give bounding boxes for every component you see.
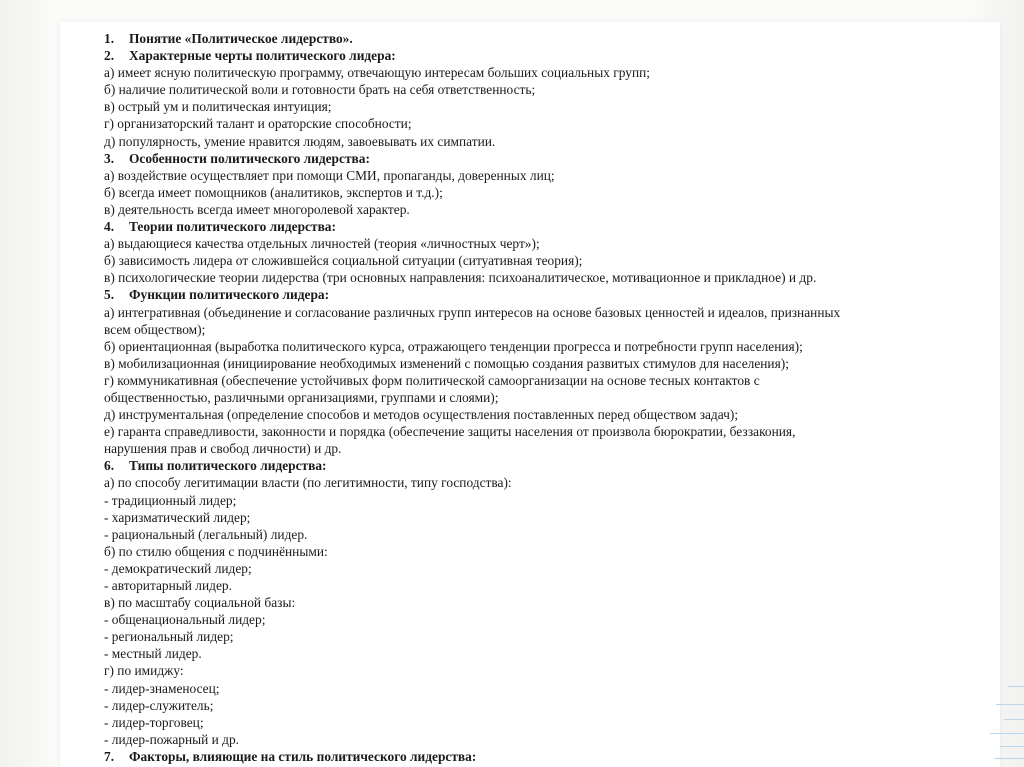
section-number: 6. (104, 458, 115, 474)
section-heading (104, 150, 984, 167)
list-item-line: - общенациональный лидер; (104, 612, 266, 628)
section-number: 7. (104, 748, 115, 764)
section-title: Факторы, влияющие на стиль политического лидерства: (129, 748, 477, 764)
list-item-line: нарушения прав и свобод личности) и др. (104, 441, 342, 457)
section-title: Функции политического лидера: (129, 287, 330, 303)
section-heading (104, 218, 984, 235)
list-item-line: д) инструментальная (определение способов и методов осуществления поставленных перед обществом задач); (104, 407, 739, 423)
list-item-line: в) острый ум и политическая интуиция; (104, 99, 332, 115)
section-number: 1. (104, 31, 115, 46)
section-title: Характерные черты политического лидера: (129, 48, 396, 64)
section-heading (104, 30, 984, 47)
list-item-line: а) имеет ясную политическую программу, отвечающую интересам больших социальных групп; (104, 65, 651, 81)
document-content (104, 30, 984, 765)
list-item-line: в) по масштабу социальной базы: (104, 595, 296, 611)
corner-decoration (984, 657, 1024, 767)
list-item-line: в) мобилизационная (инициирование необходимых изменений с помощью создания развитых стимулов для населения); (104, 355, 789, 371)
list-item-line: - авторитарный лидер. (104, 578, 232, 593)
list-item-line: - харизматический лидер; (104, 509, 251, 525)
list-item-line: а) по способу легитимации власти (по легитимности, типу господства): (104, 475, 512, 491)
list-item-line: а) воздействие осуществляет при помощи СМИ, пропаганды, доверенных лиц; (104, 167, 555, 183)
list-item-line: а) выдающиеся качества отдельных личностей (теория «личностных черт»); (104, 236, 540, 252)
section-heading (104, 286, 984, 303)
list-item-line: в) психологические теории лидерства (три основных направления: психоаналитическое, мотивационное и прикладное) и др. (104, 270, 817, 286)
section-heading (104, 47, 984, 64)
section-title: Типы политического лидерства: (129, 458, 327, 474)
list-item-line: г) по имиджу: (104, 663, 184, 679)
list-item-line: б) зависимость лидера от сложившейся социальной ситуации (ситуативная теория); (104, 253, 583, 269)
section-number: 3. (104, 150, 115, 166)
list-item-line: - лидер-знаменосец; (104, 680, 220, 696)
list-item-line: общественностью, различными организациями, группами и слоями); (104, 389, 499, 405)
list-item-line: - демократический лидер; (104, 560, 252, 576)
section-heading (104, 748, 984, 765)
list-item-line: всем обществом); (104, 321, 206, 337)
list-item-line: б) всегда имеет помощников (аналитиков, экспертов и т.д.); (104, 184, 443, 200)
list-item-line: - традиционный лидер; (104, 492, 237, 508)
section-title: Особенности политического лидерства: (129, 150, 370, 166)
list-item-line: - региональный лидер; (104, 629, 234, 645)
list-item-line: г) организаторский талант и ораторские способности; (104, 116, 412, 132)
list-item-line: д) популярность, умение нравится людям, завоевывать их симпатии. (104, 133, 496, 149)
list-item-line: - лидер-служитель; (104, 697, 214, 713)
list-item-line: б) по стилю общения с подчинёнными: (104, 543, 328, 559)
section-title: Теории политического лидерства: (129, 219, 336, 235)
list-item-line: - лидер-пожарный и др. (104, 731, 240, 747)
section-number: 2. (104, 48, 115, 64)
section-title: Понятие «Политическое лидерство». (129, 31, 353, 46)
list-item-line: а) интегративная (объединение и согласование различных групп интересов на основе базовых ценностей и идеалов, признанных (104, 304, 841, 320)
section-heading (104, 457, 984, 474)
list-item-line: б) наличие политической воли и готовности брать на себя ответственность; (104, 82, 536, 98)
list-item-line: б) ориентационная (выработка политического курса, отражающего тенденции прогресса и потребности групп населения); (104, 338, 803, 354)
list-item-line: - лидер-торговец; (104, 714, 204, 730)
list-item-line: в) деятельность всегда имеет многоролевой характер. (104, 201, 410, 217)
list-item-line: е) гаранта справедливости, законности и порядка (обеспечение защиты населения от произвола бюрократии, беззакония, (104, 424, 796, 440)
list-item-line: - рациональный (легальный) лидер. (104, 526, 308, 542)
section-number: 5. (104, 287, 115, 303)
section-number: 4. (104, 219, 115, 235)
list-item-line: г) коммуникативная (обеспечение устойчивых форм политической самоорганизации на основе тесных контактов с (104, 372, 760, 388)
list-item-line: - местный лидер. (104, 646, 202, 662)
